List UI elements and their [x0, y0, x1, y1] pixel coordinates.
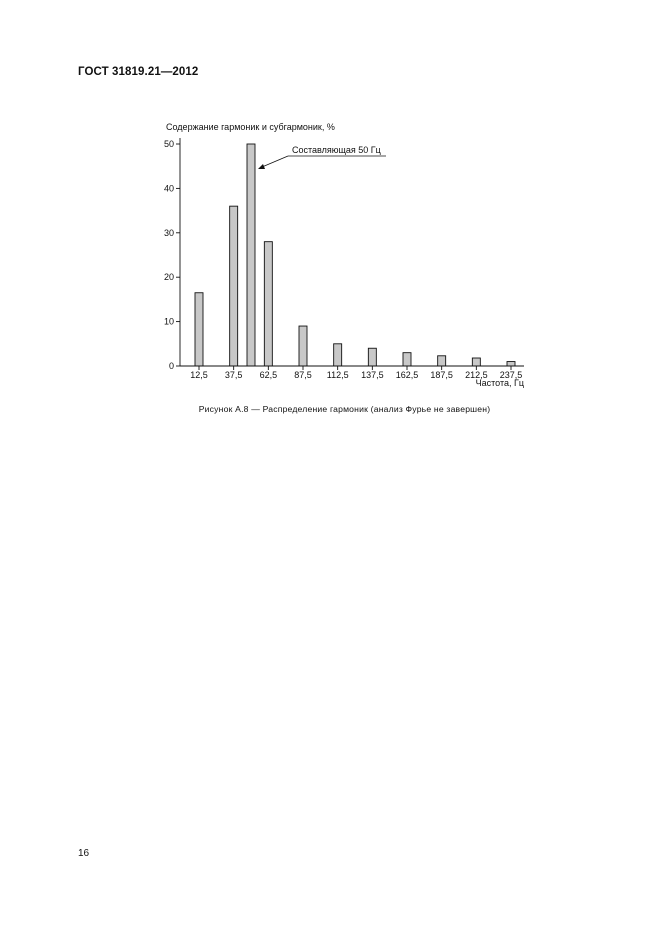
annotation-leader-line: [262, 156, 288, 167]
bar-137,5: [368, 348, 376, 366]
y-tick-label: 20: [163, 272, 174, 283]
x-tick-label: 162,5: [395, 370, 419, 380]
annotation-group: [258, 145, 386, 169]
bar-87,5: [299, 326, 307, 366]
chart-svg: [150, 118, 540, 398]
bar-237,5: [507, 362, 515, 366]
x-axis: [180, 366, 524, 380]
x-tick-label: 37,5: [224, 370, 243, 380]
x-tick-label: 112,5: [326, 370, 349, 380]
bar-162,5: [403, 353, 411, 366]
y-tick-label: 10: [163, 316, 174, 327]
bar-12,5: [195, 293, 203, 366]
chart-ylabel: Содержание гармоник и субгармоник, %: [166, 122, 335, 132]
bar-50: [247, 144, 255, 366]
x-tick-label: 12,5: [190, 370, 208, 380]
document-header: ГОСТ 31819.21—2012: [78, 66, 199, 78]
x-tick-label: 137,5: [361, 370, 384, 380]
y-tick-label: 50: [163, 139, 174, 149]
bar-112,5: [334, 344, 342, 366]
y-tick-label: 30: [163, 227, 174, 238]
y-axis: [164, 138, 180, 371]
annotation-arrowhead: [258, 164, 265, 169]
page-number: 16: [78, 848, 90, 859]
chart-xlabel: Частота, Гц: [475, 378, 524, 388]
figure-caption: Рисунок А.8 — Распределение гармоник (анализ Фурье не завершен): [198, 404, 491, 414]
bar-62,5: [264, 242, 272, 366]
harmonic-distribution-chart: [150, 118, 540, 398]
figure-caption-wrap: [0, 404, 661, 414]
bar-212,5: [472, 358, 480, 366]
bar-37,5: [230, 206, 238, 366]
bar-187,5: [438, 356, 446, 366]
bars-group: [195, 144, 515, 366]
x-tick-label: 212,5: [465, 370, 488, 380]
x-tick-label: 237,5: [499, 370, 523, 380]
y-tick-label: 40: [163, 183, 174, 194]
y-tick-label: 0: [168, 361, 174, 371]
x-tick-label: 62,5: [259, 370, 278, 380]
chart-annotation: Составляющая 50 Гц: [292, 145, 381, 155]
x-tick-label: 87,5: [294, 370, 312, 380]
x-tick-label: 187,5: [430, 370, 453, 380]
